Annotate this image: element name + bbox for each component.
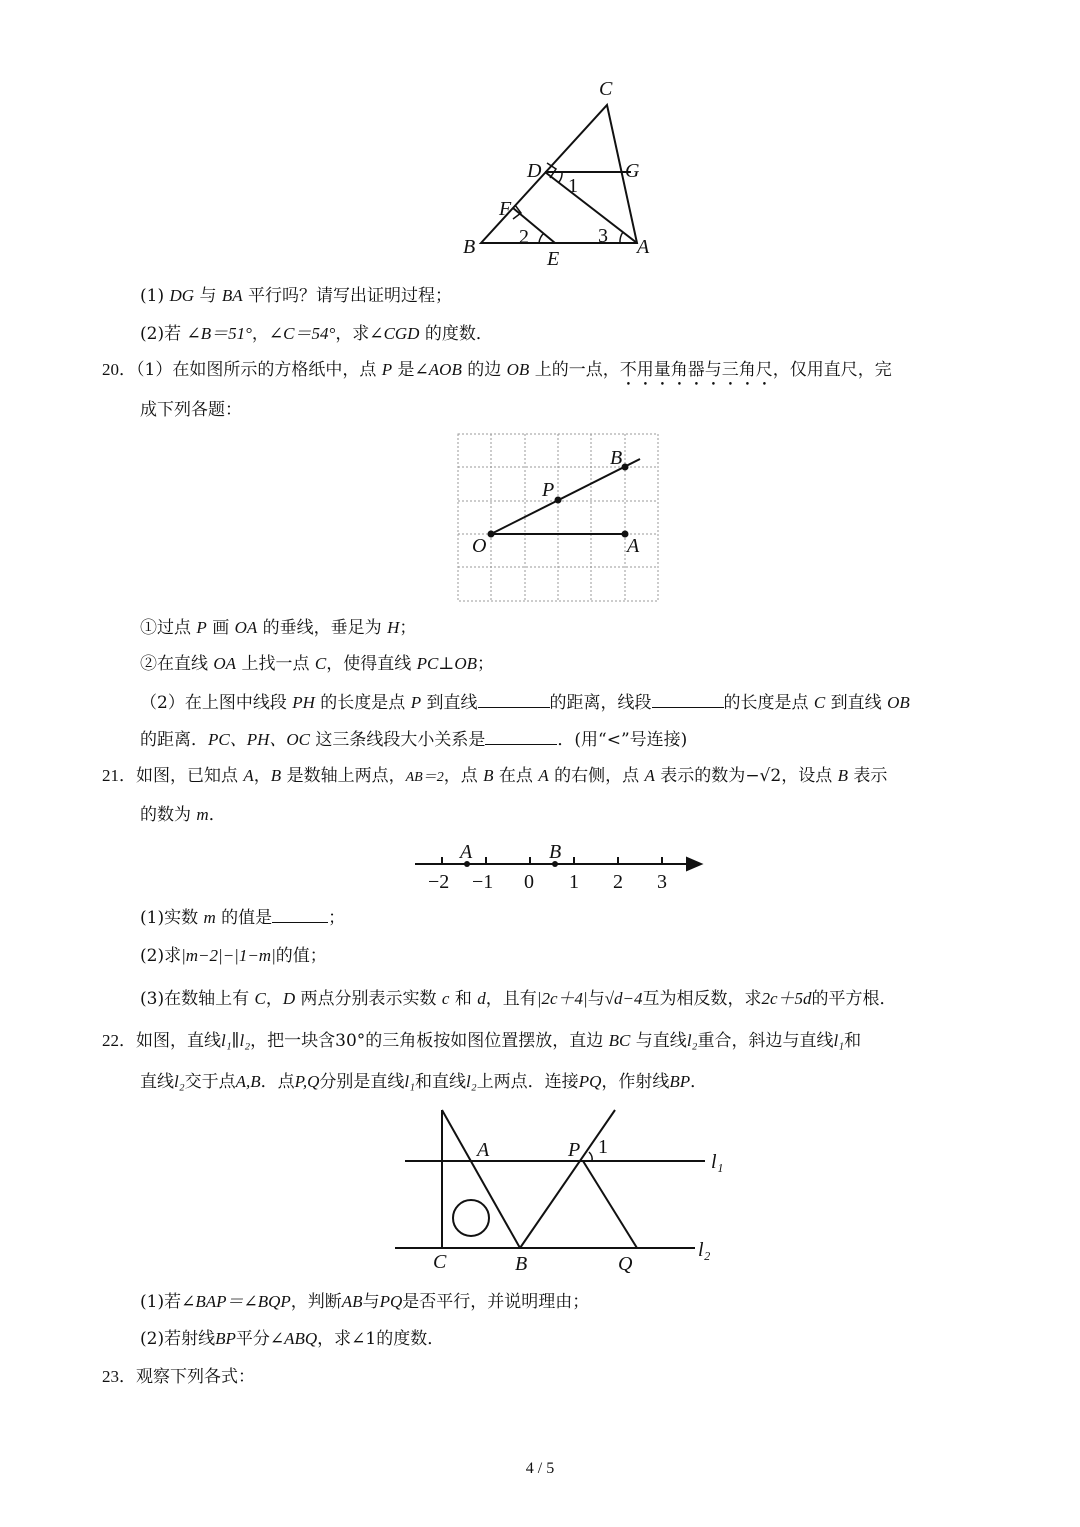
figure-q20-grid (450, 428, 670, 608)
q23-line1: 23．观察下列各式： (102, 1367, 255, 1387)
tick-label: −2 (428, 871, 450, 893)
label-A: A (627, 535, 640, 557)
figure-q21-number-line (405, 838, 715, 896)
page-number: 4 / 5 (525, 1460, 555, 1477)
q22-part1: (1)若∠BAP＝∠BQP，判断AB与PQ是否平行，并说明理由； (140, 1292, 590, 1312)
tick-label: 1 (569, 871, 579, 893)
answer-blank[interactable] (272, 904, 328, 923)
label-B: B (463, 236, 476, 258)
q20-step2: ②在直线 OA 上找一点 C，使得直线 PC⊥OB； (140, 654, 495, 674)
label-C: C (599, 78, 613, 100)
label-A: A (477, 1139, 490, 1161)
tick-label: 2 (613, 871, 623, 893)
label-C: C (433, 1251, 447, 1273)
q22-line1: 22．如图，直线l₁∥l₂，把一块含30°的三角板按如图位置摆放，直边 BC 与直线l₂重合，斜边与直线l₁和 (102, 1031, 862, 1051)
label-l1: l₁ (711, 1151, 724, 1173)
label-l2: l₂ (698, 1239, 711, 1261)
label-O: O (472, 535, 487, 557)
figure-q22-parallel-lines (395, 1100, 735, 1280)
label-A: A (460, 841, 473, 863)
q19-part2: (2)若 ∠B＝51°，∠C＝54°，求∠CGD 的度数． (140, 324, 493, 344)
q19-part1: (1) DG 与 BA 平行吗？请写出证明过程； (140, 286, 453, 306)
label-F: F (499, 198, 512, 220)
q21-part2: (2)求|m−2|−|1−m|的值； (140, 946, 327, 966)
label-A: A (637, 236, 650, 258)
figure-q19-triangle (455, 75, 675, 275)
q21-part1: (1)实数 m 的值是 ； (140, 904, 345, 930)
q21-line2: 的数为 m． (140, 805, 226, 825)
q20-part2: （2）在上图中线段 PH 的长度是点 P 到直线 的距离，线段 的长度是点 C 到直线 OB (140, 689, 910, 715)
answer-blank[interactable] (485, 726, 557, 745)
tick-label: 0 (524, 871, 534, 893)
label-P: P (568, 1139, 581, 1161)
label-angle-1: 1 (568, 175, 578, 197)
label-B: B (549, 841, 562, 863)
q22-part2: (2)若射线BP平分∠ABQ，求∠1的度数． (140, 1329, 445, 1349)
label-angle-3: 3 (598, 225, 608, 247)
tick-label: 3 (657, 871, 667, 893)
q21-line1: 21．如图，已知点 A，B 是数轴上两点，AB＝2，点 B 在点 A 的右侧，点 A 表示的数为−√2，设点 B 表示 (102, 766, 888, 786)
answer-blank[interactable] (478, 689, 550, 708)
answer-blank[interactable] (652, 689, 724, 708)
label-angle-1: 1 (598, 1136, 608, 1158)
q20-step1: ①过点 P 画 OA 的垂线，垂足为 H； (140, 618, 417, 638)
q21-part3: (3)在数轴上有 C，D 两点分别表示实数 c 和 d，且有|2c＋4|与√d−4互为相反数，求2c＋5d的平方根． (140, 989, 897, 1009)
q20-line1: 20．（1）在如图所示的方格纸中，点 P 是∠AOB 的边 OB 上的一点，不用量角器与三角尺，仅用直尺，完 (102, 360, 892, 380)
q20-part2-cont: 的距离．PC、PH、OC 这三条线段大小关系是 ．(用“<”号连接) (140, 726, 687, 752)
label-B: B (610, 447, 623, 469)
label-angle-2: 2 (519, 226, 529, 248)
label-E: E (547, 248, 560, 270)
label-B: B (515, 1253, 528, 1275)
q22-line2: 直线l₂交于点A,B．点P,Q分别是直线l₁和直线l₂上两点．连接PQ，作射线BP． (140, 1072, 708, 1092)
q20-line2: 成下列各题： (140, 400, 242, 420)
label-Q: Q (618, 1253, 633, 1275)
label-P: P (542, 479, 555, 501)
label-D: D (527, 160, 542, 182)
tick-label: −1 (472, 871, 494, 893)
label-G: G (625, 160, 640, 182)
